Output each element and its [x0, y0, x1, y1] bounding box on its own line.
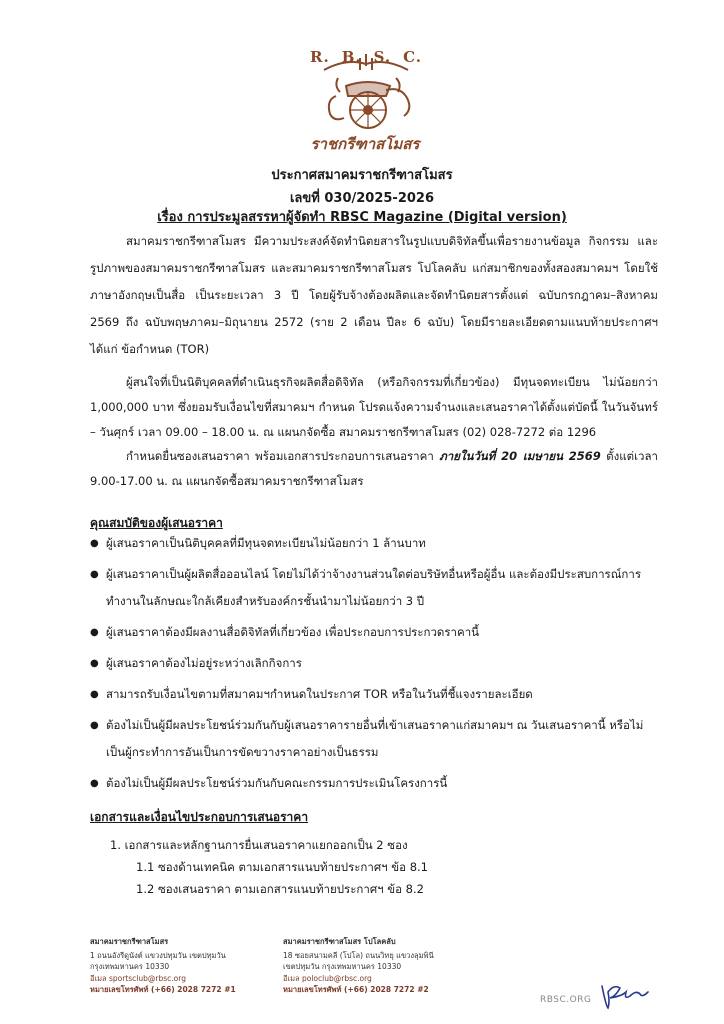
footer-club-sports: [90, 936, 270, 996]
footer-address-line: กรุงเทพมหานคร 10330: [90, 962, 170, 971]
list-item: ● ผู้เสนอราคาต้องไม่อยู่ระหว่างเลิกกิจการ: [90, 650, 660, 677]
announcement-title: ประกาศสมาคมราชกรีฑาสโมสร: [271, 168, 453, 183]
footer-email-link[interactable]: อีเมล sportsclub@rbsc.org: [90, 973, 186, 983]
list-item: ● ผู้เสนอราคาเป็นผู้ผลิตสื่อออนไลน์ โดยไม่ได้ว่าจ้างงานส่วนใดต่อบริษัทอื่นหรือผู้อื่น และต้องมีประสบการณ์การทำงานในลักษณะใกล้เคียงสำหรับองค์กรชั้นนำมาไม่น้อยกว่า 3 ปี: [90, 561, 660, 615]
list-item: ● ผู้เสนอราคาต้องมีผลงานสื่อดิจิทัลที่เกี่ยวข้อง เพื่อประกอบการประกวดราคานี้: [90, 619, 660, 646]
deadline-date: ภายในวันที่ 20 เมษายน 2569: [439, 449, 601, 463]
website-link[interactable]: RBSC.ORG: [540, 995, 592, 1005]
paragraph-eligibility: ผู้สนใจที่เป็นนิติบุคคลที่ดำเนินธุรกิจผลิตสื่อดิจิทัล (หรือกิจกรรมที่เกี่ยวข้อง) มีทุนจดทะเบียน ไม่น้อยกว่า 1,000,000 บาท ซึ่งยอมรับเงื่อนไขที่สมาคมฯ กำหนด โปรดแจ้งความจำนงและเสนอราคาได้ตั้งแต่บัดนี้ ในวันจันทร์ – วันศุกร์ เวลา 09.00 – 18.00 น. ณ แผนกจัดซื้อ สมาคมราชกรีฑาสโมสร (02) 028-7272 ต่อ 1296: [90, 375, 658, 439]
announcement-subject: เรื่อง การประมูลสรรหาผู้จัดทำ RBSC Magazine (Digital version): [157, 210, 567, 225]
footer-address-line: เขตปทุมวัน กรุงเทพมหานคร 10330: [283, 962, 402, 971]
list-item: ● ต้องไม่เป็นผู้มีผลประโยชน์ร่วมกันกับคณะกรรมการประเมินโครงการนี้: [90, 770, 660, 797]
documents-list: [110, 834, 428, 900]
documents-item-1-2: 1.2 ซองเสนอราคา ตามเอกสารแนบท้ายประกาศฯ ข้อ 8.2: [136, 882, 424, 896]
footer-address-line: 1 ถนนอังรีดูนังต์ แขวงปทุมวัน เขตปทุมวัน: [90, 950, 226, 960]
documents-item-1-1: 1.1 ซองด้านเทคนิค ตามเอกสารแนบท้ายประกาศฯ ข้อ 8.1: [136, 860, 428, 874]
signature-icon: [596, 978, 656, 1012]
list-item: ● สามารถรับเงื่อนไขตามที่สมาคมฯกำหนดในประกาศ TOR หรือในวันที่ชี้แจงรายละเอียด: [90, 681, 660, 708]
qualifications-title: คุณสมบัติของผู้เสนอราคา: [90, 516, 223, 530]
logo-name: ราชกรีฑาสโมสร: [310, 135, 420, 153]
chariot-emblem-icon: [316, 50, 416, 134]
footer-address-line: 18 ซอยสนามคลี (โปโล) ถนนวิทยุ แขวงลุมพินี: [283, 950, 434, 960]
footer-phone[interactable]: หมายเลขโทรศัพท์ (+66) 2028 7272 #2: [283, 985, 429, 994]
documents-title: เอกสารและเงื่อนไขประกอบการเสนอราคา: [90, 810, 309, 824]
paragraph-deadline: กำหนดยื่นซองเสนอราคา พร้อมเอกสารประกอบการเสนอราคา ภายในวันที่ 20 เมษายน 2569 ตั้งแต่เวลา 9.00-17.00 น. ณ แผนกจัดซื้อสมาคมราชกรีฑาสโมสร: [90, 449, 659, 488]
footer-phone[interactable]: หมายเลขโทรศัพท์ (+66) 2028 7272 #1: [90, 985, 236, 994]
list-item: ● ต้องไม่เป็นผู้มีผลประโยชน์ร่วมกันกับผู้เสนอราคารายอื่นที่เข้าเสนอราคาแก่สมาคมฯ ณ วันเสนอราคานี้ หรือไม่เป็นผู้กระทำการอันเป็นการขัดขวางราคาอย่างเป็นธรรม: [90, 712, 660, 766]
footer-club-name: สมาคมราชกรีฑาสโมสร: [90, 937, 169, 946]
rbsc-logo: [300, 34, 430, 164]
list-item: ● ผู้เสนอราคาเป็นนิติบุคคลที่มีทุนจดทะเบียนไม่น้อยกว่า 1 ล้านบาท: [90, 530, 660, 557]
footer-club-polo: [283, 936, 483, 996]
logo-letters: R. B. S. C.: [310, 48, 422, 66]
documents-item-1: 1. เอกสารและหลักฐานการยื่นเสนอราคาแยกออกเป็น 2 ซอง: [110, 838, 408, 852]
footer-email-link[interactable]: อีเมล poloclub@rbsc.org: [283, 973, 372, 983]
qualifications-list: [90, 530, 660, 801]
announcement-number: เลขที่ 030/2025-2026: [289, 191, 435, 206]
paragraph-purpose: สมาคมราชกรีฑาสโมสร มีความประสงค์จัดทำนิตยสารในรูปแบบดิจิทัลขึ้นเพื่อรายงานข้อมูล กิจกรรม และรูปภาพของสมาคมราชกรีฑาสโมสร และสมาคมราชกรีฑาสโมสร โปโลคลับ แก่สมาชิกของทั้งสองสมาคมฯ โดยใช้ภาษาอังกฤษเป็นสื่อ เป็นระยะเวลา 3 ปี โดยผู้รับจ้างต้องผลิตและจัดทำนิตยสารตั้งแต่ ฉบับกรกฎาคม–สิงหาคม 2569 ถึง ฉบับพฤษภาคม–มิถุนายน 2572 (ราย 2 เดือน ปีละ 6 ฉบับ) โดยมีรายละเอียดตามแนบท้ายประกาศฯ ได้แก่ ข้อกำหนด (TOR): [90, 234, 658, 356]
footer-club-name: สมาคมราชกรีฑาสโมสร โปโลคลับ: [283, 937, 396, 946]
